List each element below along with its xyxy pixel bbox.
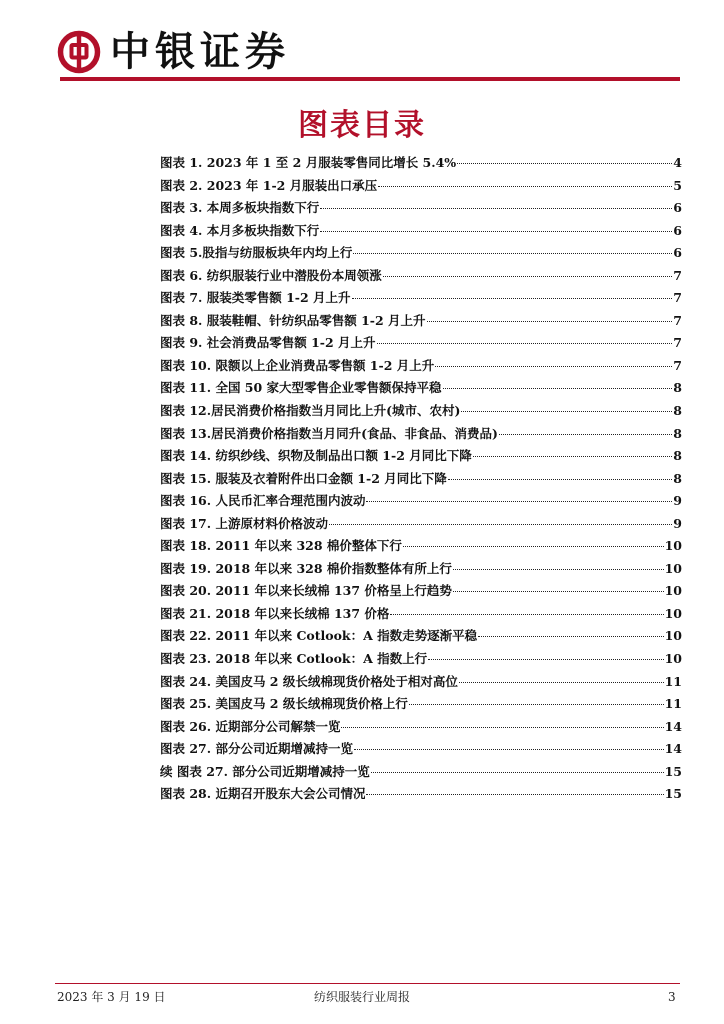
- toc-entry-page: 8: [673, 448, 682, 464]
- toc-entry-label: 图表 22. 2011 年以来 Cotlook：A 指数走势逐渐平稳: [160, 628, 478, 644]
- toc-entry-page: 6: [673, 245, 682, 261]
- toc-entry-page: 10: [664, 605, 682, 621]
- toc-dot-leader: [427, 321, 673, 322]
- toc-entry-page: 10: [664, 651, 682, 667]
- toc-entry-label: 图表 23. 2018 年以来 Cotlook：A 指数上行: [160, 651, 428, 667]
- toc-dot-leader: [461, 411, 672, 412]
- toc-dot-leader: [352, 298, 673, 299]
- toc-entry[interactable]: [160, 377, 682, 400]
- toc-dot-leader: [443, 388, 673, 389]
- toc-entry-page: 14: [664, 718, 682, 734]
- toc-entry-label: 续 图表 27. 部分公司近期增减持一览: [160, 763, 370, 779]
- toc-entry[interactable]: [160, 175, 682, 198]
- toc-dot-leader: [457, 163, 672, 164]
- toc-entry[interactable]: [160, 558, 682, 581]
- toc-entry-label: 图表 14. 纺织纱线、织物及制品出口额 1-2 月同比下降: [160, 448, 472, 464]
- toc-dot-leader: [366, 794, 663, 795]
- toc-entry-label: 图表 15. 服装及衣着附件出口金额 1-2 月同比下降: [160, 470, 447, 486]
- toc-entry-label: 图表 3. 本周多板块指数下行: [160, 200, 320, 216]
- toc-entry-label: 图表 9. 社会消费品零售额 1-2 月上升: [160, 335, 376, 351]
- toc-entry[interactable]: [160, 400, 682, 423]
- toc-entry-label: 图表 24. 美国皮马 2 级长绒棉现货价格处于相对高位: [160, 673, 458, 689]
- footer-report-type: 纺织服装行业周报: [313, 990, 410, 1004]
- toc-dot-leader: [473, 456, 673, 457]
- toc-dot-leader: [354, 749, 664, 750]
- toc-entry-page: 11: [664, 696, 682, 712]
- toc-entry-page: 8: [673, 380, 682, 396]
- toc-entry-label: 图表 19. 2018 年以来 328 棉价指数整体有所上行: [160, 560, 452, 576]
- toc-entry-page: 7: [673, 312, 682, 328]
- toc-entry[interactable]: [160, 580, 682, 603]
- toc-entry-label: 图表 16. 人民币汇率合理范围内波动: [160, 493, 366, 509]
- page-header: [0, 0, 724, 90]
- toc-entry-page: 6: [673, 222, 682, 238]
- toc-entry-page: 7: [673, 335, 682, 351]
- toc-entry-page: 10: [664, 583, 682, 599]
- toc-entry-label: 图表 18. 2011 年以来 328 棉价整体下行: [160, 538, 402, 554]
- toc-entry-label: 图表 11. 全国 50 家大型零售企业零售额保持平稳: [160, 380, 442, 396]
- toc-entry[interactable]: [160, 738, 682, 761]
- toc-list: [160, 152, 682, 806]
- toc-entry-page: 7: [673, 290, 682, 306]
- toc-entry-page: 8: [673, 403, 682, 419]
- toc-entry-label: 图表 25. 美国皮马 2 级长绒棉现货价格上行: [160, 696, 408, 712]
- header-divider: [60, 77, 680, 81]
- toc-entry-page: 11: [664, 673, 682, 689]
- toc-dot-leader: [371, 772, 664, 773]
- toc-entry[interactable]: [160, 332, 682, 355]
- toc-entry-label: 图表 27. 部分公司近期增减持一览: [160, 741, 353, 757]
- toc-entry-label: 图表 28. 近期召开股东大会公司情况: [160, 786, 366, 802]
- toc-dot-leader: [366, 501, 672, 502]
- toc-entry[interactable]: [160, 625, 682, 648]
- toc-entry-label: 图表 12.居民消费价格指数当月同比上升(城市、农村): [160, 403, 461, 419]
- toc-entry-label: 图表 4. 本月多板块指数下行: [160, 222, 320, 238]
- toc-dot-leader: [428, 659, 663, 660]
- toc-entry[interactable]: [160, 783, 682, 806]
- toc-dot-leader: [320, 208, 672, 209]
- toc-dot-leader: [453, 569, 664, 570]
- toc-entry-label: 图表 8. 服装鞋帽、针纺织品零售额 1-2 月上升: [160, 312, 426, 328]
- toc-entry-page: 8: [673, 425, 682, 441]
- brand-name: 中银证券: [110, 29, 290, 75]
- toc-entry[interactable]: [160, 152, 682, 175]
- toc-dot-leader: [341, 727, 663, 728]
- toc-entry-page: 5: [673, 177, 682, 193]
- toc-dot-leader: [383, 276, 673, 277]
- toc-entry[interactable]: [160, 761, 682, 784]
- toc-entry[interactable]: [160, 287, 682, 310]
- toc-entry[interactable]: [160, 535, 682, 558]
- toc-dot-leader: [448, 479, 673, 480]
- toc-entry[interactable]: [160, 490, 682, 513]
- toc-entry-label: 图表 10. 限额以上企业消费品零售额 1-2 月上升: [160, 357, 435, 373]
- toc-entry-page: 9: [673, 493, 682, 509]
- toc-dot-leader: [459, 682, 664, 683]
- footer-divider: [55, 983, 680, 984]
- toc-entry[interactable]: [160, 468, 682, 491]
- toc-entry-page: 4: [673, 155, 682, 170]
- toc-entry-page: 8: [673, 470, 682, 486]
- toc-entry-page: 15: [664, 763, 682, 779]
- toc-entry[interactable]: [160, 423, 682, 446]
- toc-title: 图表目录: [298, 108, 426, 143]
- toc-entry-page: 14: [664, 741, 682, 757]
- toc-entry[interactable]: [160, 671, 682, 694]
- toc-entry[interactable]: [160, 265, 682, 288]
- footer-page-number: 3: [668, 990, 676, 1004]
- toc-dot-leader: [377, 343, 673, 344]
- toc-dot-leader: [320, 231, 672, 232]
- toc-entry-page: 6: [673, 200, 682, 216]
- toc-entry-label: 图表 17. 上游原材料价格波动: [160, 515, 328, 531]
- toc-entry-page: 10: [664, 628, 682, 644]
- toc-entry[interactable]: [160, 693, 682, 716]
- toc-entry-label: 图表 7. 服装类零售额 1-2 月上升: [160, 290, 351, 306]
- toc-entry-label: 图表 2. 2023 年 1-2 月服装出口承压: [160, 177, 378, 193]
- toc-entry-label: 图表 5.股指与纺服板块年内均上行: [160, 245, 353, 261]
- toc-entry[interactable]: [160, 716, 682, 739]
- footer-date: 2023 年 3 月 19 日: [57, 990, 166, 1004]
- toc-entry-label: 图表 26. 近期部分公司解禁一览: [160, 718, 341, 734]
- toc-dot-leader: [353, 253, 672, 254]
- toc-dot-leader: [378, 186, 672, 187]
- toc-entry[interactable]: [160, 445, 682, 468]
- toc-dot-leader: [453, 591, 664, 592]
- toc-entry-label: 图表 21. 2018 年以来长绒棉 137 价格: [160, 605, 390, 621]
- toc-entry[interactable]: [160, 648, 682, 671]
- toc-entry[interactable]: [160, 603, 682, 626]
- toc-dot-leader: [435, 366, 672, 367]
- toc-entry-page: 10: [664, 560, 682, 576]
- toc-entry-label: 图表 1. 2023 年 1 至 2 月服装零售同比增长 5.4%: [160, 155, 457, 170]
- toc-entry[interactable]: [160, 242, 682, 265]
- toc-entry-label: 图表 20. 2011 年以来长绒棉 137 价格呈上行趋势: [160, 583, 452, 599]
- bank-of-china-logo-icon: [57, 30, 101, 74]
- toc-dot-leader: [499, 434, 672, 435]
- toc-entry[interactable]: [160, 355, 682, 378]
- toc-dot-leader: [329, 524, 672, 525]
- toc-entry-page: 7: [673, 357, 682, 373]
- toc-entry[interactable]: [160, 513, 682, 536]
- toc-entry[interactable]: [160, 220, 682, 243]
- toc-dot-leader: [390, 614, 663, 615]
- toc-dot-leader: [409, 704, 664, 705]
- toc-entry-page: 15: [664, 786, 682, 802]
- toc-entry-page: 9: [673, 515, 682, 531]
- toc-entry-page: 10: [664, 538, 682, 554]
- toc-dot-leader: [478, 636, 663, 637]
- toc-entry[interactable]: [160, 197, 682, 220]
- toc-entry[interactable]: [160, 310, 682, 333]
- toc-entry-page: 7: [673, 267, 682, 283]
- toc-entry-label: 图表 6. 纺织服装行业中潜股份本周领涨: [160, 267, 382, 283]
- toc-dot-leader: [403, 546, 664, 547]
- toc-entry-label: 图表 13.居民消费价格指数当月同升(食品、非食品、消费品): [160, 425, 498, 441]
